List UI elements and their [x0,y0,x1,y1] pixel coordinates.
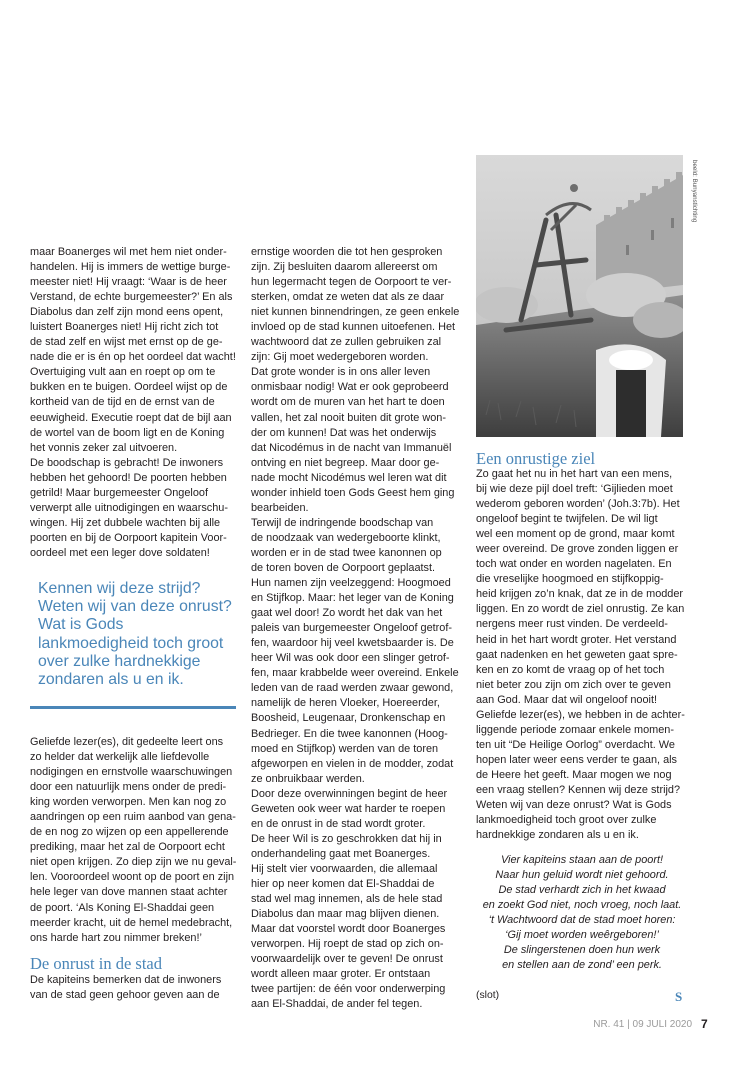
catapult-illustration [476,155,683,437]
text-line: prediking, maar het zal de Oorpoort echt [30,841,225,854]
text-line: wordt om de muren van het hart te doen [251,396,445,409]
text-line: de stad zelf en wijst met ernst op de ge- [30,336,223,349]
column-1-text [30,245,235,561]
text-line: wordt alleen maar groter. Er ontstaan [251,968,431,981]
text-line: heid krijgen zo’n knak, dat ze in de modder [476,588,684,601]
end-note: (slot) [476,990,500,1001]
text-line: de Heere het geeft. Maar mogen we nog [476,768,672,781]
issue-footer: NR. 41 | 09 JULI 2020 [593,1019,692,1030]
text-line: verwerpt alle uitnodigingen en waarschu- [30,501,228,514]
text-line: Terwijl de indringende boodschap van [251,516,434,529]
text-line: hele leger van dove mannen staat achter [30,886,228,899]
section-heading-onrustige-ziel: Een onrustige ziel [476,449,596,468]
text-line: zo helder dat werkelijk alle liefdevolle [30,751,210,764]
text-line: bukken en te buigen. Oordeel wijst op de [30,381,228,394]
text-line: wingen. Hij zet dubbele wachten bij alle [30,516,221,529]
text-line: onderhandeling gaat met Boanerges. [251,847,431,860]
text-line: Bedrieger. En die twee kanonnen (Hoog- [251,727,448,740]
text-line: ken en zo komt de vraag op of het toch [476,663,665,676]
text-line: de poort. ‘Als Koning El-Shaddai geen [30,901,215,914]
text-line: weer overeind. De grove zonden liggen er [476,543,679,556]
text-line: leden van de raad werden zwaar gewond, [251,682,454,695]
text-line: De kapiteins bemerken dat de inwoners [30,974,222,986]
text-line: verworpen. Hij roept de stad op zich on- [251,938,444,951]
text-line: dat Nicodémus in de nacht van Immanuël [251,441,452,454]
text-line: zijn. Zij besluiten daarom allereerst om [251,261,438,274]
text-line: aandringen op een ruim aanbod van gena- [30,811,236,824]
text-line: nade mocht Nicodémus wel leren wat dit [251,471,447,484]
text-line: nodigingen en ernstvolle waarschuwingen [30,766,233,779]
text-line: Verstand, de echte burgemeester?’ En als [30,291,233,304]
text-line: king worden verworpen. Men kan nog zo [30,796,227,809]
text-line: Door deze overwinningen begint de heer [251,787,448,800]
text-line: en stellen aan de zond’ een perk. [502,959,662,972]
text-line: poorten en bij de Oorpoort kapitein Voor- [30,531,227,544]
text-line: Vier kapiteins staan aan de poort! [500,854,664,866]
text-line: sterken, omdat ze weten dat als ze daar [251,291,445,304]
text-line: onmisbaar nodig! Wat er ook geprobeerd [251,381,449,394]
text-line: De stad verhardt zich in het kwaad [498,884,666,897]
pull-quote-rule [30,706,236,709]
text-line: de wortel van de boom ligt en de Koning [30,426,225,439]
text-line: heer Wil was ook door een slinger getrof- [251,652,450,665]
text-line: handelen. Hij is immers de wettige burge- [30,261,231,274]
text-line: heid in het hart wordt groter. Het verstand [476,633,677,646]
text-line: wederom geboren worden’ (Joh.3:7b). Het [476,498,680,511]
text-line: Maar dat voorstel wordt door Boanerges [251,923,446,936]
end-logo-icon: S [675,989,683,1004]
text-line: toch wat onder en worden nagelaten. En [476,558,672,571]
text-line: hardnekkige zondaren als u en ik. [476,829,639,842]
text-line: nade die er is én op het oordeel dat wacht! [30,351,236,364]
text-line: Zo gaat het nu in het hart van een mens, [476,468,673,480]
text-line: afgeworpen en vielen in de modder, zodat [251,757,454,770]
text-line: hun legermacht tegen de Oorpoort te ver- [251,276,452,289]
text-line: ten uit “De Heilige Oorlog” overdacht. We [476,738,675,751]
text-line: Geliefde lezer(es), we hebben in de achter- [476,708,685,721]
poem-stanza [476,853,688,973]
text-line: paleis van burgemeester Ongeloof getrof- [251,622,452,635]
text-line: twee partijen: de één voor onderwerping [251,983,446,996]
text-line: van de stad geen gehoor geven aan de [30,989,220,1002]
text-line: voorwaardelijk over te geven! De onrust [251,953,443,966]
pull-quote: Kennen wij deze strijd? Weten wij van deze onrust? Wat is Gods lankmoedigheid toch groot over zulke hardnekkige zondaren als u en ik. [38,580,232,689]
text-line: niet beter zou zijn om zich over te geven [476,678,671,691]
column-3-text [476,467,688,843]
text-line: maar Boanerges wil met hem niet onder- [30,246,227,258]
text-line: kortheid van de tijd en de ernst van de [30,396,215,409]
text-line: Diabolus dan zelf zijn mond eens opent, [30,306,224,319]
text-line: getrild! Maar burgemeester Ongeloof [30,486,208,499]
text-line: ‘Gij moet worden weêrgeboren!’ [505,929,659,942]
text-line: ‘t Wachtwoord dat de stad moet horen: [488,914,676,927]
text-line: eeuwigheid. Executie roept dat de bijl aan [30,411,232,424]
text-line: Overtuiging vult aan en roept op om te [30,366,216,379]
text-line: bij wie deze pijl doel treft: ‘Gijlieden moet [476,483,673,496]
column-1-end [30,973,235,1003]
text-line: Geweten ook weer wat harder te roepen [251,802,446,815]
text-line: wonder inhield toen Gods Geest hem ging [251,486,455,499]
text-line: De slingerstenen doen hun werk [503,944,661,957]
text-line: en de onrust in de stad wordt groter. [251,817,426,830]
text-line: hopen later weer eens verder te gaan, als [476,753,677,766]
text-line: liggende periode zomaar enkele momen- [476,723,674,736]
text-line: meerder kracht, uit de hemel medebracht, [30,916,233,929]
text-line: een vraag stellen? Kennen wij deze strijd? [476,783,681,796]
text-line: moed en Stijfkop) werden van de toren [251,742,439,755]
text-line: lankmoedigheid toch groot over zulke [476,814,657,827]
text-line: ze onbruikbaar werden. [251,772,365,785]
text-line: Hij stelt vier voorwaarden, die allemaal [251,862,438,875]
text-line: Diabolus dan maar mag blijven dienen. [251,908,440,921]
text-line: len. Vooroordeel woont op de poort en zijn [30,871,235,884]
text-line: Hun namen zijn veelzeggend: Hoogmoed [251,577,451,590]
text-line: niet kunnen binnendringen, ze geen enkele [251,306,460,319]
section-heading-onrust-stad: De onrust in de stad [30,954,162,973]
text-line: en Stijfkop. Maar: het leger van de Koning [251,592,454,605]
text-line: fen, waardoor hij veel kwetsbaarder is. De [251,637,454,650]
text-line: luistert Boanerges niet! Hij richt zich tot [30,321,219,334]
text-line: nergens meer rust vinden. De verdeeld- [476,618,668,631]
text-line: ernstige woorden die tot hen gesproken [251,246,443,258]
text-line: hier op neer komen dat El-Shaddai de [251,877,435,890]
text-line: stad wel mag innemen, als de hele stad [251,893,443,906]
text-line: De heer Wil is zo geschrokken dat hij in [251,832,442,845]
text-line: de en nog zo wijzen op een appellerende [30,826,229,839]
text-line: Boosheid, Leugenaar, Dronkenschap en [251,712,446,725]
text-line: ontving en niet begreep. Maar door ge- [251,456,440,469]
text-line: bearbeiden. [251,501,309,514]
page-number: 7 [701,1017,708,1031]
text-line: invloed op de stad kunnen uitoefenen. Het [251,321,456,334]
text-line: Dat grote wonder is in ons aller leven [251,366,431,379]
text-line: Geliefde lezer(es), dit gedeelte leert ons [30,736,224,748]
text-line: namelijk de heren Vloeker, Hoereerder, [251,697,440,710]
text-line: zijn: Gij moet wedergeboren worden. [251,351,429,364]
text-line: aan El-Shaddai, de ander fel tegen. [251,998,423,1011]
text-line: Naar hun geluid wordt niet gehoord. [495,869,669,882]
text-line: ons harde hart zou nimmer breken!’ [30,931,202,944]
text-line: der om kunnen! Dat was het onderwijs [251,426,437,439]
text-line: het vonnis zeker zal uitvoeren. [30,441,178,454]
text-line: hebben het gehoord! De poorten hebben [30,471,227,484]
text-line: de toren boven de Oorpoort geplaatst. [251,561,436,574]
text-line: worden er in de stad twee kanonnen op [251,546,442,559]
text-line: ongeloof begint te twijfelen. De wil ligt [476,513,658,526]
text-line: die vreselijke hoogmoed en stijfkoppig- [476,573,664,586]
text-line: gaat wel door! Zo wordt het dak van het [251,607,443,620]
text-line: door een natuurlijk mens onder de predi- [30,781,227,794]
column-2-text [251,245,459,1012]
text-line: oordeel met een leger dove soldaten! [30,546,210,559]
text-line: meester niet! Hij vraagt: ‘Waar is de heer [30,276,227,289]
column-1-body [30,735,235,946]
text-line: de noodzaak van wedergeboorte klinkt, [251,531,441,544]
text-line: liggen. En zo wordt de ziel onrustig. Ze kan [476,603,685,616]
text-line: wel een moment op de grond, maar komt [476,528,675,541]
text-line: De boodschap is gebracht! De inwoners [30,456,224,469]
text-line: vallen, het zal nooit buiten dit grote won- [251,411,446,424]
text-line: niet open krijgen. Zo diep zijn we nu geval- [30,856,237,869]
text-line: gaat nadenken en het geweten gaat spre- [476,648,678,661]
text-line: fen, maar krabbelde weer overeind. Enkele [251,667,459,680]
text-line: en zoekt God niet, noch vroeg, noch laat. [482,899,682,912]
image-credit: beeld: Bunyanstichting [691,160,698,223]
text-line: aan God. Maar dat wil ongeloof nooit! [476,693,658,706]
text-line: Weten wij van deze onrust? Wat is Gods [476,799,672,812]
text-line: wachtwoord dat ze zullen gebruiken zal [251,336,442,349]
